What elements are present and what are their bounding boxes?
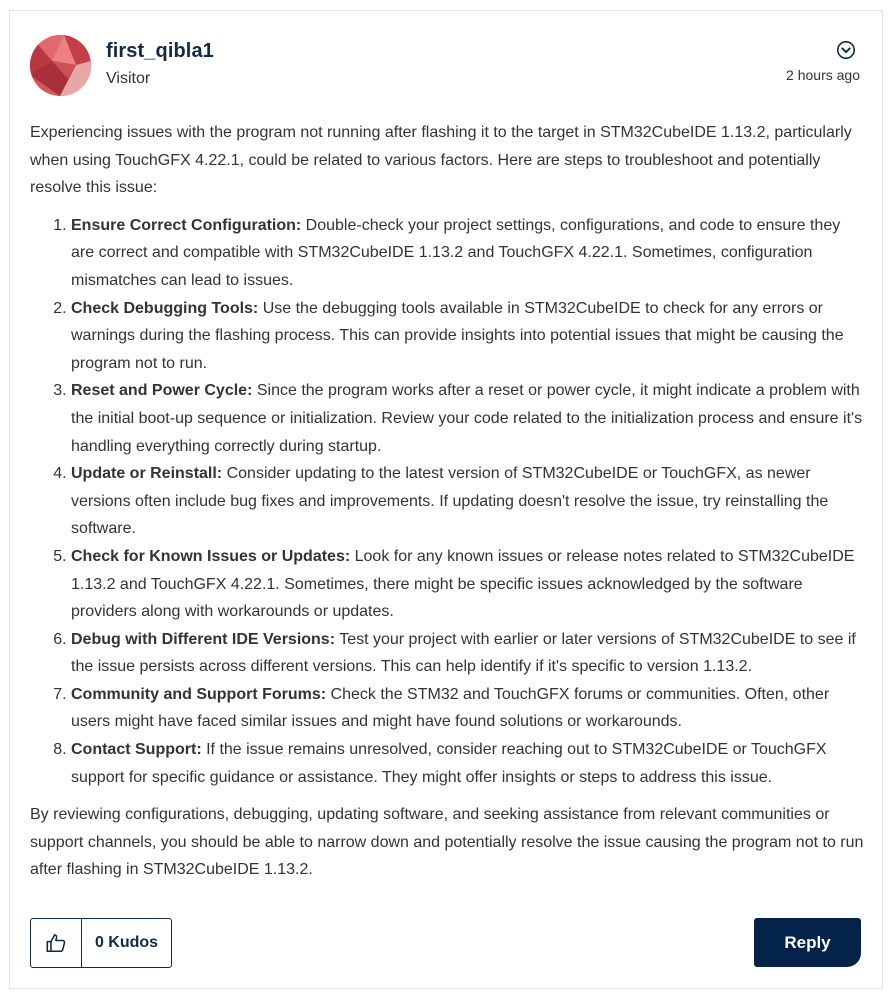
list-item: [71, 377, 866, 460]
thumbs-up-icon: [45, 932, 67, 954]
post-conclusion: By reviewing configurations, debugging, updating software, and seeking assistance from relevant communities or support channels, you should be able to narrow down and potentially resolve the issue causing the program not to run after flashing in STM32CubeIDE 1.13.2.: [30, 806, 864, 879]
step-text: Double-check your project settings, configurations, and code to ensure they are correct and compatible with STM32CubeIDE 1.13.2 and TouchGFX 4.22.1. Sometimes, configuration mismatches can lead to issues.: [71, 216, 841, 289]
steps-list: [30, 212, 866, 791]
step-title: Check for Known Issues or Updates:: [71, 547, 351, 565]
step-title: Ensure Correct Configuration:: [71, 216, 302, 234]
step-text: Test your project with earlier or later versions of STM32CubeIDE to see if the issue persists across different versions. This can help identify if it's specific to version 1.13.2.: [71, 630, 856, 676]
step-title: Update or Reinstall:: [71, 465, 223, 483]
step-text: Since the program works after a reset or power cycle, it might indicate a problem with the initial boot-up sequence or initialization. Review your code related to the initialization process and ensure it's handling everything correctly during startup.: [71, 382, 863, 455]
chevron-down-circle-icon: [836, 40, 856, 60]
avatar[interactable]: [30, 35, 91, 96]
list-item: [71, 543, 866, 626]
step-text: Consider updating to the latest version of STM32CubeIDE or TouchGFX, as newer versions often include bug fixes and improvements. If updating doesn't resolve the issue, try reinstalling the software.: [71, 465, 829, 538]
post-intro: Experiencing issues with the program not running after flashing it to the target in STM32CubeIDE 1.13.2, particularly when using TouchGFX 4.22.1, could be related to various factors. Here are steps to troubleshoot and potentially resolve this issue:: [30, 124, 852, 197]
post-timestamp: 2 hours ago: [786, 67, 860, 83]
list-item: [71, 295, 866, 378]
reply-button[interactable]: Reply: [754, 918, 861, 967]
kudos-widget: [30, 918, 172, 968]
kudos-count[interactable]: 0 Kudos: [94, 934, 159, 951]
list-item: [71, 212, 866, 295]
step-title: Contact Support:: [71, 741, 202, 759]
step-text: Use the debugging tools available in STM32CubeIDE to check for any errors or warnings during the flashing process. This can provide insights into potential issues that might be causing the program not to run.: [71, 299, 844, 372]
author-name[interactable]: first_qibla1: [106, 40, 214, 62]
step-title: Community and Support Forums:: [71, 685, 327, 703]
list-item: [71, 460, 866, 543]
post-card: [9, 10, 883, 989]
list-item: [71, 626, 866, 681]
author-rank: Visitor: [106, 70, 151, 87]
step-text: Look for any known issues or release notes related to STM32CubeIDE 1.13.2 and TouchGFX 4.22.1. Sometimes, there might be specific issues acknowledged by the software providers along with workarounds or updates.: [71, 547, 855, 621]
list-item: [71, 736, 866, 791]
avatar-image: [30, 35, 91, 96]
list-item: [71, 681, 866, 736]
give-kudos-button[interactable]: [31, 919, 82, 967]
step-text: If the issue remains unresolved, consider reaching out to STM32CubeIDE or TouchGFX support for specific guidance or assistance. They might offer insights or steps to address this issue.: [71, 741, 827, 786]
step-title: Check Debugging Tools:: [71, 299, 259, 317]
step-title: Debug with Different IDE Versions:: [71, 630, 336, 648]
step-title: Reset and Power Cycle:: [71, 382, 253, 400]
step-text: Check the STM32 and TouchGFX forums or communities. Often, other users might have faced similar issues and might have found solutions or workarounds.: [71, 685, 830, 731]
post-options-button[interactable]: [836, 40, 856, 60]
post-body: [30, 119, 866, 884]
